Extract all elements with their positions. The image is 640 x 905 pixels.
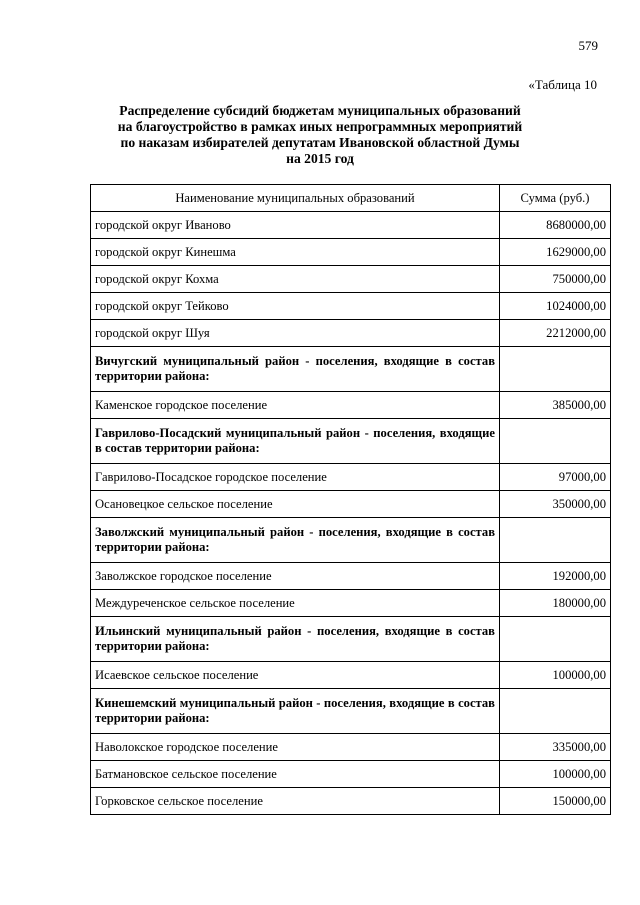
table-row xyxy=(91,293,611,320)
district-name-cell xyxy=(91,617,500,662)
amount-cell xyxy=(500,689,611,734)
amount-cell: 100000,00 xyxy=(500,761,611,788)
municipality-name-cell: Каменское городское поселение xyxy=(91,392,500,419)
table-row xyxy=(91,788,611,815)
district-name-cell xyxy=(91,689,500,734)
document-title xyxy=(60,103,580,167)
municipality-name-cell: Батмановское сельское поселение xyxy=(91,761,500,788)
district-header-row xyxy=(91,347,611,392)
amount-cell xyxy=(500,419,611,464)
municipality-name-cell: Гаврилово-Посадское городское поселение xyxy=(91,464,500,491)
district-name-text: Кинешемский муниципальный район - поселения, входящие в состав территории района: xyxy=(95,696,495,725)
district-name-text: Ильинский муниципальный район - поселения, входящие в состав территории района: xyxy=(95,624,495,653)
table-row xyxy=(91,239,611,266)
district-name-text: Заволжский муниципальный район - поселения, входящие в состав территории района: xyxy=(95,525,495,554)
amount-cell: 335000,00 xyxy=(500,734,611,761)
municipality-name-cell: Наволокское городское поселение xyxy=(91,734,500,761)
municipality-name-cell: городской округ Кохма xyxy=(91,266,500,293)
municipality-name-cell: Заволжское городское поселение xyxy=(91,563,500,590)
municipality-name-cell: городской округ Тейково xyxy=(91,293,500,320)
table-row xyxy=(91,761,611,788)
municipality-name-cell: Исаевское сельское поселение xyxy=(91,662,500,689)
table-row xyxy=(91,734,611,761)
table-row xyxy=(91,212,611,239)
municipality-name-cell: городской округ Шуя xyxy=(91,320,500,347)
table-row xyxy=(91,464,611,491)
amount-cell: 8680000,00 xyxy=(500,212,611,239)
district-header-row xyxy=(91,617,611,662)
title-line: на благоустройство в рамках иных непрограммных мероприятий xyxy=(117,119,523,134)
district-name-cell xyxy=(91,518,500,563)
district-name-cell xyxy=(91,419,500,464)
amount-cell: 750000,00 xyxy=(500,266,611,293)
municipality-name-cell: Горковское сельское поселение xyxy=(91,788,500,815)
district-name-text: Вичугский муниципальный район - поселения, входящие в состав территории района: xyxy=(95,354,495,383)
title-line: на 2015 год xyxy=(286,151,354,166)
amount-cell xyxy=(500,347,611,392)
table-row xyxy=(91,491,611,518)
municipality-name-cell: городской округ Кинешма xyxy=(91,239,500,266)
amount-cell: 97000,00 xyxy=(500,464,611,491)
amount-cell: 150000,00 xyxy=(500,788,611,815)
table-row xyxy=(91,563,611,590)
amount-cell: 2212000,00 xyxy=(500,320,611,347)
column-header-name: Наименование муниципальных образований xyxy=(91,185,500,212)
district-name-cell xyxy=(91,347,500,392)
title-line: Распределение субсидий бюджетам муниципальных образований xyxy=(119,103,521,118)
amount-cell: 350000,00 xyxy=(500,491,611,518)
table-row xyxy=(91,266,611,293)
column-header-sum: Сумма (руб.) xyxy=(500,185,611,212)
subsidy-table xyxy=(90,184,611,815)
amount-cell: 192000,00 xyxy=(500,563,611,590)
district-name-text: Гаврилово-Посадский муниципальный район - поселения, входящие в состав территории района: xyxy=(95,426,495,455)
table-row xyxy=(91,590,611,617)
amount-cell: 1024000,00 xyxy=(500,293,611,320)
amount-cell: 180000,00 xyxy=(500,590,611,617)
table-row xyxy=(91,320,611,347)
amount-cell xyxy=(500,518,611,563)
amount-cell xyxy=(500,617,611,662)
table-row xyxy=(91,392,611,419)
district-header-row xyxy=(91,518,611,563)
table-row xyxy=(91,662,611,689)
table-label: «Таблица 10 xyxy=(528,77,597,92)
page-number: 579 xyxy=(578,38,598,53)
municipality-name-cell: Осановецкое сельское поселение xyxy=(91,491,500,518)
municipality-name-cell: городской округ Иваново xyxy=(91,212,500,239)
municipality-name-cell: Междуреченское сельское поселение xyxy=(91,590,500,617)
amount-cell: 1629000,00 xyxy=(500,239,611,266)
district-header-row xyxy=(91,689,611,734)
title-line: по наказам избирателей депутатам Ивановской областной Думы xyxy=(120,135,520,150)
district-header-row xyxy=(91,419,611,464)
amount-cell: 385000,00 xyxy=(500,392,611,419)
amount-cell: 100000,00 xyxy=(500,662,611,689)
table-body xyxy=(91,212,611,815)
table-header-row xyxy=(91,185,611,212)
